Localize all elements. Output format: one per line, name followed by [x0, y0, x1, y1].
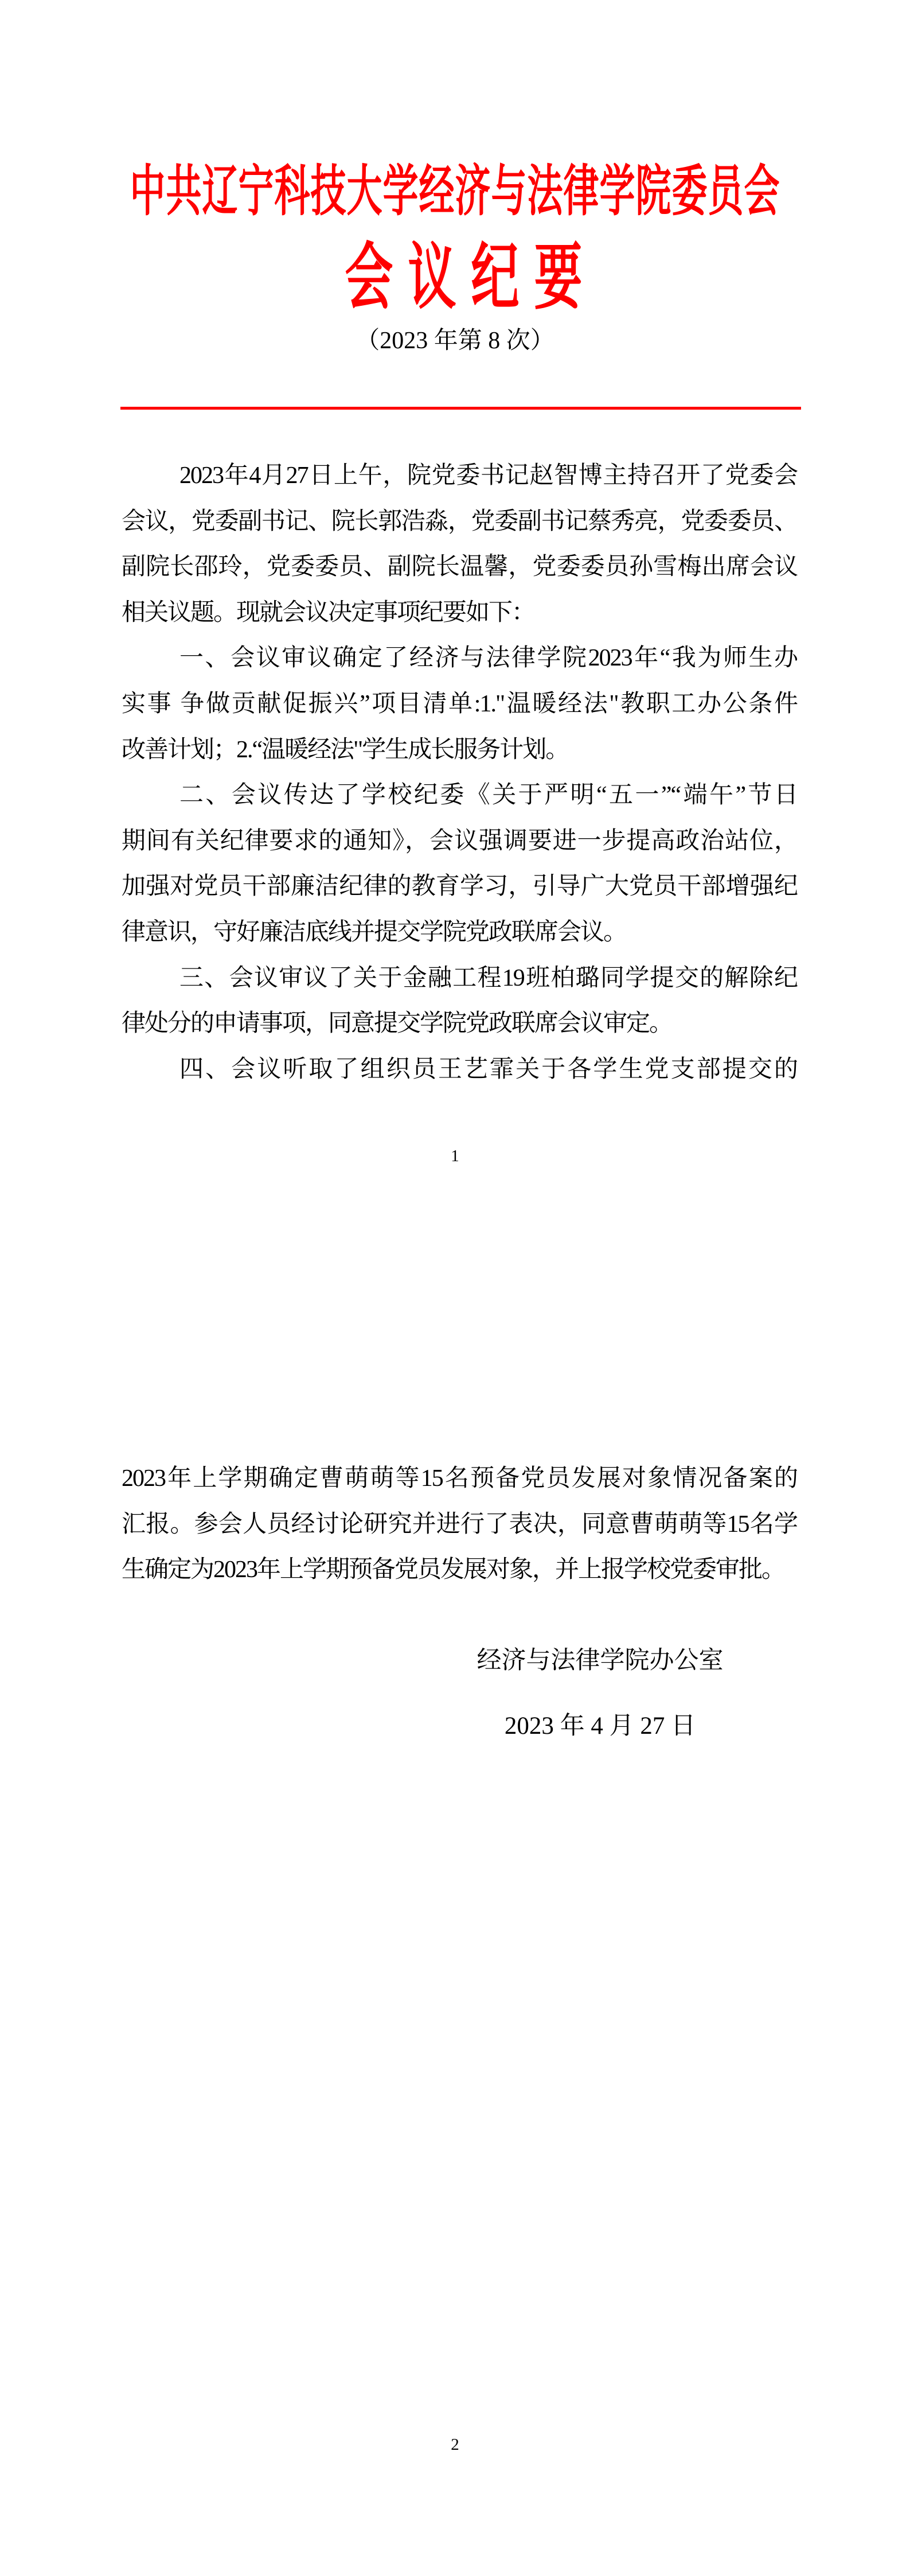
body-line: 相关议题。现就会议决定事项纪要如下： — [122, 599, 535, 626]
office-signature: 经济与法律学院办公室 — [477, 1647, 724, 1674]
body-line: 副院长邵玲，党委委员、副院长温馨，党委委员孙雪梅出席会议 — [122, 554, 797, 581]
page1-body — [122, 453, 797, 1092]
body-line: 加强对党员干部廉洁纪律的教育学习，引导广大党员干部增强纪 — [122, 873, 797, 900]
body-line: 二、会议传达了学校纪委《关于严明“五一”“端午”节日 — [179, 782, 797, 809]
red-divider-rule — [120, 407, 801, 410]
minutes-heading: 会议纪要 — [345, 236, 597, 318]
body-line: 律处分的申请事项，同意提交学院党政联席会议审定。 — [122, 1010, 673, 1037]
body-line: 三、会议审议了关于金融工程19班柏璐同学提交的解除纪 — [179, 964, 797, 991]
body-line: 四、会议听取了组织员王艺霏关于各学生党支部提交的 — [179, 1056, 797, 1083]
body-line: 2023年4月27日上午，院党委书记赵智博主持召开了党委会 — [179, 462, 797, 489]
body-line: 改善计划；2.“温暖经法"学生成长服务计划。 — [122, 736, 569, 763]
session-subtitle: （2023 年第 8 次） — [356, 328, 554, 354]
body-line: 一、会议审议确定了经济与法律学院2023年“我为师生办 — [179, 645, 797, 672]
body-line: 期间有关纪律要求的通知》，会议强调要进一步提高政治站位， — [122, 827, 797, 854]
page2-body — [122, 1456, 797, 1593]
body-line: 汇报。参会人员经讨论研究并进行了表决，同意曹萌萌等15名学 — [122, 1511, 797, 1538]
document-date: 2023 年 4 月 27 日 — [504, 1713, 696, 1740]
body-line: 会议，党委副书记、院长郭浩淼，党委副书记蔡秀亮，党委委员、 — [122, 508, 797, 535]
body-line: 2023年上学期确定曹萌萌等15名预备党员发展对象情况备案的 — [122, 1465, 797, 1492]
page-number-1: 1 — [451, 1147, 459, 1165]
committee-title-wrap — [0, 161, 910, 223]
body-line: 生确定为2023年上学期预备党员发展对象，并上报学校党委审批。 — [122, 1557, 785, 1583]
page-number-2: 2 — [451, 2435, 459, 2454]
minutes-heading-wrap — [0, 236, 910, 318]
body-line: 实事 争做贡献促振兴”项目清单:1."温暖经法"教职工办公条件 — [122, 690, 797, 717]
body-line: 律意识，守好廉洁底线并提交学院党政联席会议。 — [122, 919, 627, 945]
committee-title: 中共辽宁科技大学经济与法律学院委员会 — [130, 161, 780, 223]
